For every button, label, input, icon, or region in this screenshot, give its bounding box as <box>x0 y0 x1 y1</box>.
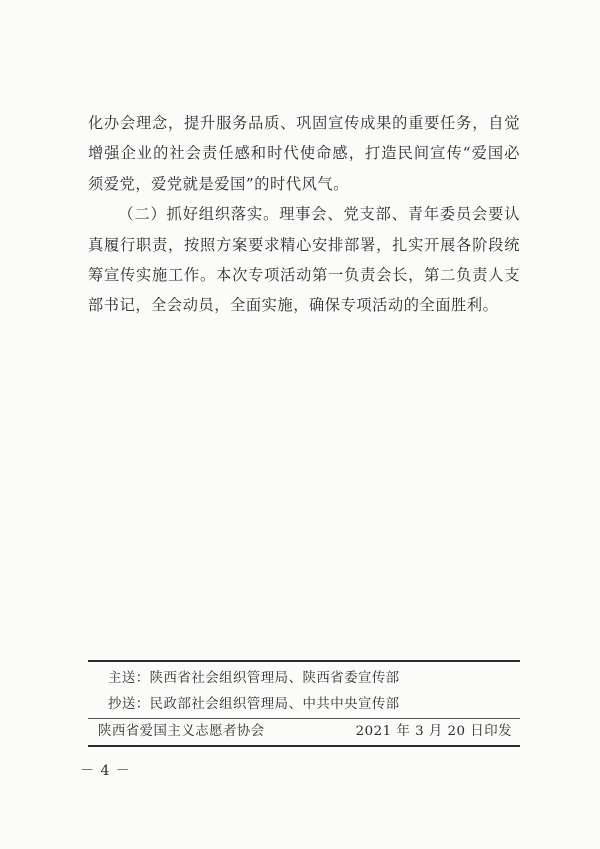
print-date: 2021 年 3 月 20 日印发 <box>355 724 512 739</box>
page-number: － 4 － <box>80 763 131 779</box>
paragraph-organization: （二）抓好组织落实。理事会、党支部、青年委员会要认真履行职责，按照方案要求精心安排部署，扎实开展各阶段统筹宣传实施工作。本次专项活动第一负责会长，第二负责人支部书记，全会动员，全面实施，确保专项活动的全面胜利。 <box>88 205 520 315</box>
paragraph-continuation: 化办会理念，提升服务品质、巩固宣传成果的重要任务，自觉增强企业的社会责任感和时代使命感，打造民间宣传“爱国必须爱党，爱党就是爱国”的时代风气。 <box>88 114 520 193</box>
issuer-name: 陕西省爱国主义志愿者协会 <box>98 724 265 739</box>
issue-info <box>88 719 520 745</box>
main-recipients: 主送：陕西省社会组织管理局、陕西省委宣传部 <box>108 671 400 686</box>
body-text <box>88 108 520 321</box>
cc-recipients: 抄送：民政部社会组织管理局、中共中央宣传部 <box>108 697 400 712</box>
footer-top-rule <box>88 660 520 662</box>
footer-bottom-rule <box>88 745 520 747</box>
distribution-footer <box>88 660 520 747</box>
